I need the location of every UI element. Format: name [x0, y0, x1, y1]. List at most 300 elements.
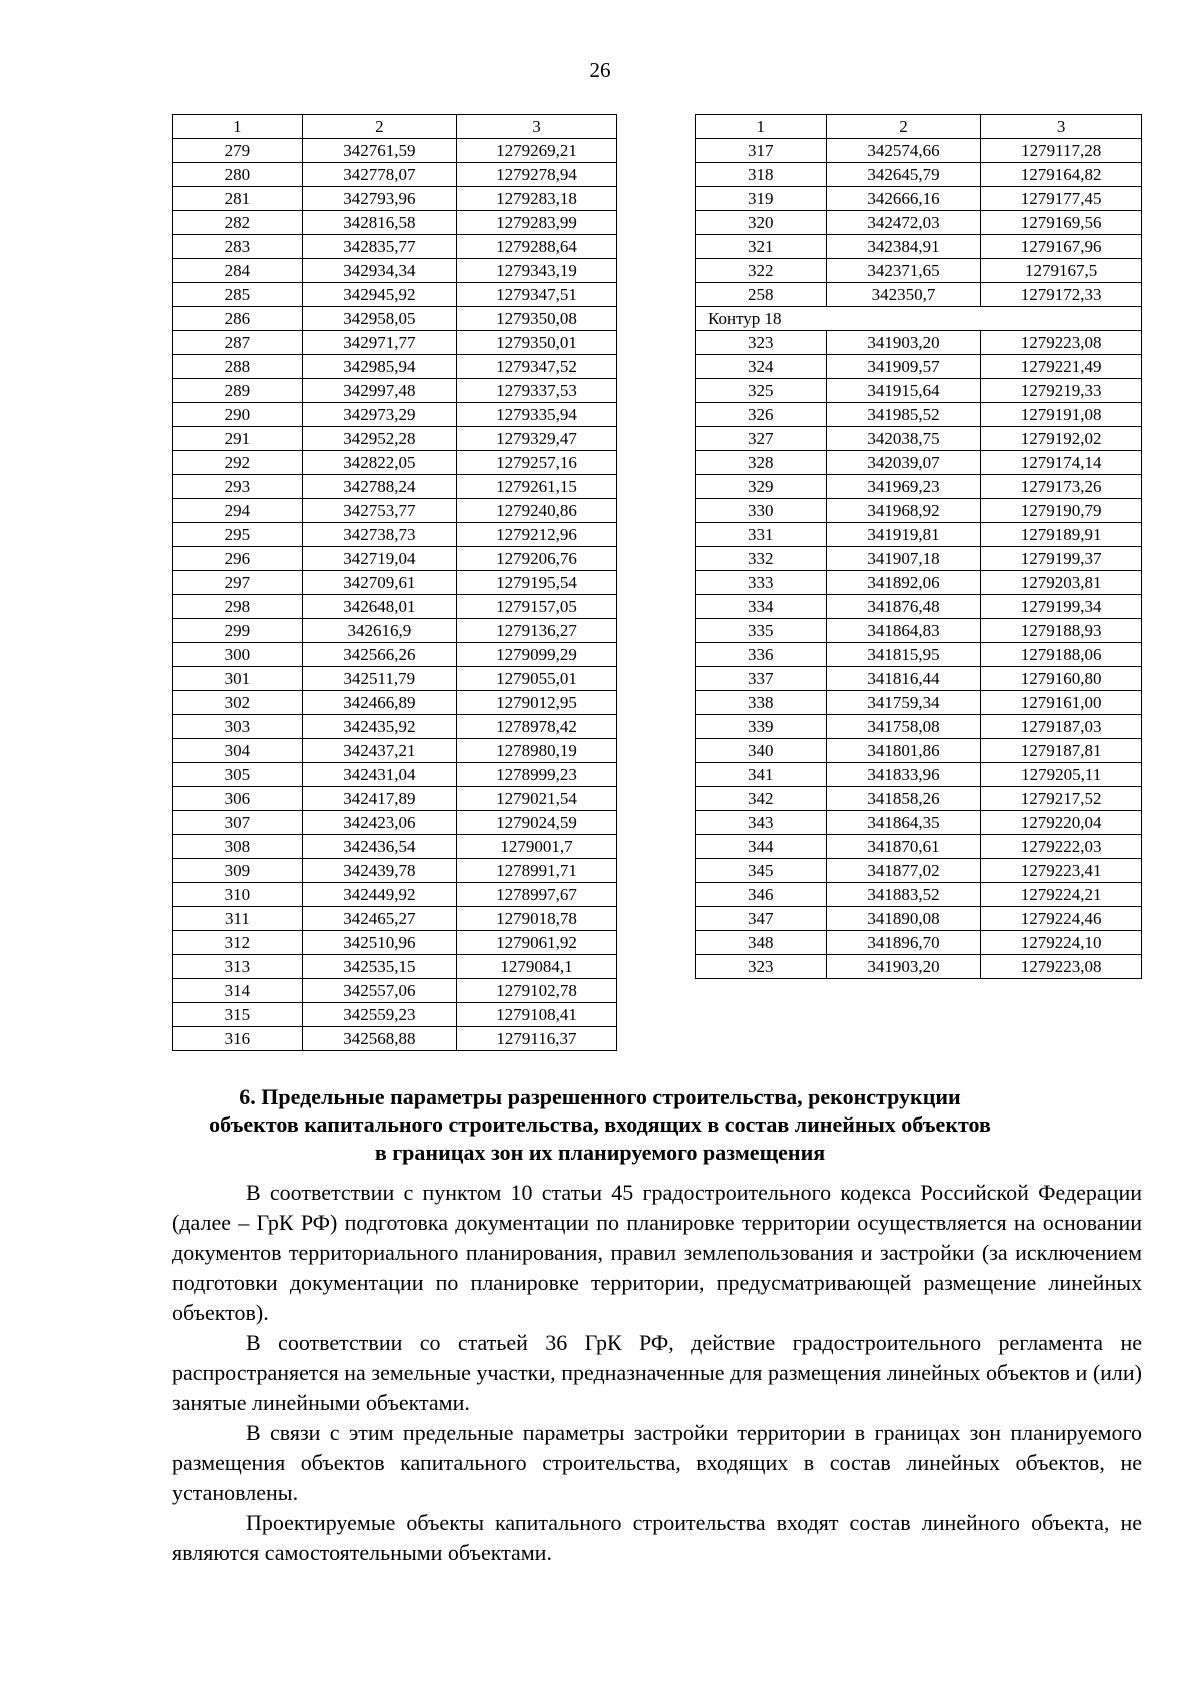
- point-number-cell: 300: [173, 643, 303, 667]
- point-number-cell: 320: [696, 211, 827, 235]
- y-coordinate-cell: 1279205,11: [981, 763, 1142, 787]
- y-coordinate-cell: 1279329,47: [456, 427, 616, 451]
- table-row: [696, 571, 1142, 595]
- point-number-cell: 296: [173, 547, 303, 571]
- point-number-cell: 348: [696, 931, 827, 955]
- x-coordinate-cell: 342973,29: [302, 403, 456, 427]
- point-number-cell: 325: [696, 379, 827, 403]
- table-header-row: [696, 115, 1142, 139]
- x-coordinate-cell: 341876,48: [826, 595, 981, 619]
- column-header: 3: [456, 115, 616, 139]
- point-number-cell: 291: [173, 427, 303, 451]
- y-coordinate-cell: 1279240,86: [456, 499, 616, 523]
- point-number-cell: 305: [173, 763, 303, 787]
- table-row: [696, 619, 1142, 643]
- x-coordinate-cell: 342038,75: [826, 427, 981, 451]
- y-coordinate-cell: 1279172,33: [981, 283, 1142, 307]
- x-coordinate-cell: 341864,35: [826, 811, 981, 835]
- point-number-cell: 294: [173, 499, 303, 523]
- point-number-cell: 319: [696, 187, 827, 211]
- x-coordinate-cell: 342439,78: [302, 859, 456, 883]
- point-number-cell: 290: [173, 403, 303, 427]
- point-number-cell: 335: [696, 619, 827, 643]
- x-coordinate-cell: 342423,06: [302, 811, 456, 835]
- table-row: [173, 715, 617, 739]
- point-number-cell: 306: [173, 787, 303, 811]
- y-coordinate-cell: 1279189,91: [981, 523, 1142, 547]
- point-number-cell: 310: [173, 883, 303, 907]
- y-coordinate-cell: 1279160,80: [981, 667, 1142, 691]
- y-coordinate-cell: 1279099,29: [456, 643, 616, 667]
- table-row: [173, 403, 617, 427]
- point-number-cell: 313: [173, 955, 303, 979]
- paragraph: В соответствии с пунктом 10 статьи 45 градостроительного кодекса Российской Федерации (далее – ГрК РФ) подготовка документации по планировке территории осуществляется на основании документов территориального планирования, правил землепользования и застройки (за исключением подготовки документации по планировке территории, предусматривающей размещение линейных объектов).: [172, 1180, 1142, 1325]
- x-coordinate-cell: 341969,23: [826, 475, 981, 499]
- table-row: [696, 907, 1142, 931]
- y-coordinate-cell: 1279269,21: [456, 139, 616, 163]
- x-coordinate-cell: 342566,26: [302, 643, 456, 667]
- table-row: [173, 1027, 617, 1051]
- table-row: [696, 235, 1142, 259]
- point-number-cell: 344: [696, 835, 827, 859]
- y-coordinate-cell: 1279199,34: [981, 595, 1142, 619]
- y-coordinate-cell: 1279223,08: [981, 331, 1142, 355]
- contour-label: Контур 18: [696, 307, 1142, 331]
- point-number-cell: 330: [696, 499, 827, 523]
- x-coordinate-cell: 342559,23: [302, 1003, 456, 1027]
- table-row: [173, 307, 617, 331]
- point-number-cell: 284: [173, 259, 303, 283]
- point-number-cell: 301: [173, 667, 303, 691]
- y-coordinate-cell: 1279212,96: [456, 523, 616, 547]
- point-number-cell: 328: [696, 451, 827, 475]
- x-coordinate-cell: 342449,92: [302, 883, 456, 907]
- point-number-cell: 321: [696, 235, 827, 259]
- table-row: [696, 643, 1142, 667]
- table-row: [173, 739, 617, 763]
- x-coordinate-cell: 342436,54: [302, 835, 456, 859]
- y-coordinate-cell: 1279055,01: [456, 667, 616, 691]
- x-coordinate-cell: 342958,05: [302, 307, 456, 331]
- x-coordinate-cell: 341833,96: [826, 763, 981, 787]
- contour-row: [696, 307, 1142, 331]
- table-row: [173, 379, 617, 403]
- table-row: [173, 667, 617, 691]
- coordinates-table-left: [172, 114, 617, 1051]
- table-row: [696, 163, 1142, 187]
- point-number-cell: 314: [173, 979, 303, 1003]
- y-coordinate-cell: 1279174,14: [981, 451, 1142, 475]
- x-coordinate-cell: 341968,92: [826, 499, 981, 523]
- x-coordinate-cell: 341864,83: [826, 619, 981, 643]
- x-coordinate-cell: 341907,18: [826, 547, 981, 571]
- y-coordinate-cell: 1278980,19: [456, 739, 616, 763]
- y-coordinate-cell: 1279199,37: [981, 547, 1142, 571]
- y-coordinate-cell: 1279220,04: [981, 811, 1142, 835]
- y-coordinate-cell: 1279206,76: [456, 547, 616, 571]
- point-number-cell: 286: [173, 307, 303, 331]
- y-coordinate-cell: 1279217,52: [981, 787, 1142, 811]
- point-number-cell: 288: [173, 355, 303, 379]
- table-row: [696, 499, 1142, 523]
- table-row: [173, 475, 617, 499]
- y-coordinate-cell: 1279167,96: [981, 235, 1142, 259]
- x-coordinate-cell: 341890,08: [826, 907, 981, 931]
- point-number-cell: 333: [696, 571, 827, 595]
- y-coordinate-cell: 1279224,21: [981, 883, 1142, 907]
- point-number-cell: 281: [173, 187, 303, 211]
- y-coordinate-cell: 1279188,06: [981, 643, 1142, 667]
- x-coordinate-cell: 342472,03: [826, 211, 981, 235]
- y-coordinate-cell: 1279283,99: [456, 211, 616, 235]
- point-number-cell: 295: [173, 523, 303, 547]
- y-coordinate-cell: 1279012,95: [456, 691, 616, 715]
- table-row: [696, 715, 1142, 739]
- table-row: [173, 907, 617, 931]
- point-number-cell: 308: [173, 835, 303, 859]
- table-row: [696, 451, 1142, 475]
- y-coordinate-cell: 1279223,08: [981, 955, 1142, 979]
- table-row: [696, 283, 1142, 307]
- x-coordinate-cell: 342793,96: [302, 187, 456, 211]
- table-row: [173, 427, 617, 451]
- x-coordinate-cell: 341816,44: [826, 667, 981, 691]
- x-coordinate-cell: 342437,21: [302, 739, 456, 763]
- point-number-cell: 331: [696, 523, 827, 547]
- table-row: [696, 739, 1142, 763]
- x-coordinate-cell: 342435,92: [302, 715, 456, 739]
- y-coordinate-cell: 1279024,59: [456, 811, 616, 835]
- y-coordinate-cell: 1279195,54: [456, 571, 616, 595]
- point-number-cell: 292: [173, 451, 303, 475]
- y-coordinate-cell: 1279187,81: [981, 739, 1142, 763]
- x-coordinate-cell: 342511,79: [302, 667, 456, 691]
- y-coordinate-cell: 1279157,05: [456, 595, 616, 619]
- section-heading-line: объектов капитального строительства, входящих в состав линейных объектов: [209, 1112, 991, 1137]
- y-coordinate-cell: 1279173,26: [981, 475, 1142, 499]
- y-coordinate-cell: 1279116,37: [456, 1027, 616, 1051]
- table-row: [173, 355, 617, 379]
- x-coordinate-cell: 342371,65: [826, 259, 981, 283]
- table-row: [696, 379, 1142, 403]
- table-row: [696, 811, 1142, 835]
- y-coordinate-cell: 1279136,27: [456, 619, 616, 643]
- x-coordinate-cell: 342535,15: [302, 955, 456, 979]
- table-row: [173, 811, 617, 835]
- x-coordinate-cell: 342952,28: [302, 427, 456, 451]
- table-row: [173, 451, 617, 475]
- table-row: [696, 355, 1142, 379]
- point-number-cell: 285: [173, 283, 303, 307]
- point-number-cell: 336: [696, 643, 827, 667]
- point-number-cell: 334: [696, 595, 827, 619]
- x-coordinate-cell: 341883,52: [826, 883, 981, 907]
- point-number-cell: 282: [173, 211, 303, 235]
- point-number-cell: 338: [696, 691, 827, 715]
- x-coordinate-cell: 341815,95: [826, 643, 981, 667]
- y-coordinate-cell: 1278997,67: [456, 883, 616, 907]
- x-coordinate-cell: 341909,57: [826, 355, 981, 379]
- section-body: [172, 1178, 1142, 1568]
- y-coordinate-cell: 1278999,23: [456, 763, 616, 787]
- point-number-cell: 304: [173, 739, 303, 763]
- table-row: [173, 979, 617, 1003]
- x-coordinate-cell: 342645,79: [826, 163, 981, 187]
- x-coordinate-cell: 342997,48: [302, 379, 456, 403]
- y-coordinate-cell: 1279221,49: [981, 355, 1142, 379]
- page-number: 26: [589, 58, 611, 82]
- point-number-cell: 258: [696, 283, 827, 307]
- y-coordinate-cell: 1279190,79: [981, 499, 1142, 523]
- x-coordinate-cell: 342761,59: [302, 139, 456, 163]
- point-number-cell: 287: [173, 331, 303, 355]
- column-header: 2: [302, 115, 456, 139]
- y-coordinate-cell: 1279224,46: [981, 907, 1142, 931]
- table-row: [173, 571, 617, 595]
- table-row: [173, 643, 617, 667]
- point-number-cell: 315: [173, 1003, 303, 1027]
- y-coordinate-cell: 1279108,41: [456, 1003, 616, 1027]
- paragraph: Проектируемые объекты капитального строительства входят состав линейного объекта, не являются самостоятельными объектами.: [172, 1510, 1142, 1565]
- y-coordinate-cell: 1279192,02: [981, 427, 1142, 451]
- point-number-cell: 339: [696, 715, 827, 739]
- point-number-cell: 323: [696, 331, 827, 355]
- table-row: [696, 883, 1142, 907]
- table-row: [696, 523, 1142, 547]
- table-row: [173, 883, 617, 907]
- x-coordinate-cell: 342738,73: [302, 523, 456, 547]
- section-heading: [160, 1083, 1040, 1167]
- table-row: [696, 691, 1142, 715]
- y-coordinate-cell: 1279001,7: [456, 835, 616, 859]
- x-coordinate-cell: 342709,61: [302, 571, 456, 595]
- table-row: [696, 763, 1142, 787]
- x-coordinate-cell: 342945,92: [302, 283, 456, 307]
- point-number-cell: 332: [696, 547, 827, 571]
- table-row: [696, 475, 1142, 499]
- y-coordinate-cell: 1279177,45: [981, 187, 1142, 211]
- table-row: [173, 931, 617, 955]
- table-row: [173, 859, 617, 883]
- table-row: [173, 763, 617, 787]
- y-coordinate-cell: 1279222,03: [981, 835, 1142, 859]
- x-coordinate-cell: 342666,16: [826, 187, 981, 211]
- column-header: 2: [826, 115, 981, 139]
- table-row: [173, 259, 617, 283]
- y-coordinate-cell: 1279219,33: [981, 379, 1142, 403]
- table-row: [696, 331, 1142, 355]
- table-row: [173, 331, 617, 355]
- y-coordinate-cell: 1279018,78: [456, 907, 616, 931]
- x-coordinate-cell: 342719,04: [302, 547, 456, 571]
- y-coordinate-cell: 1279223,41: [981, 859, 1142, 883]
- x-coordinate-cell: 341903,20: [826, 955, 981, 979]
- point-number-cell: 347: [696, 907, 827, 931]
- y-coordinate-cell: 1279335,94: [456, 403, 616, 427]
- x-coordinate-cell: 342466,89: [302, 691, 456, 715]
- x-coordinate-cell: 342816,58: [302, 211, 456, 235]
- y-coordinate-cell: 1279347,51: [456, 283, 616, 307]
- table-row: [173, 835, 617, 859]
- x-coordinate-cell: 342648,01: [302, 595, 456, 619]
- y-coordinate-cell: 1279102,78: [456, 979, 616, 1003]
- table-row: [696, 667, 1142, 691]
- x-coordinate-cell: 342039,07: [826, 451, 981, 475]
- table-row: [696, 955, 1142, 979]
- point-number-cell: 312: [173, 931, 303, 955]
- y-coordinate-cell: 1279084,1: [456, 955, 616, 979]
- y-coordinate-cell: 1279283,18: [456, 187, 616, 211]
- y-coordinate-cell: 1279343,19: [456, 259, 616, 283]
- point-number-cell: 317: [696, 139, 827, 163]
- y-coordinate-cell: 1279021,54: [456, 787, 616, 811]
- column-header: 1: [696, 115, 827, 139]
- x-coordinate-cell: 342985,94: [302, 355, 456, 379]
- x-coordinate-cell: 341896,70: [826, 931, 981, 955]
- x-coordinate-cell: 341758,08: [826, 715, 981, 739]
- y-coordinate-cell: 1279347,52: [456, 355, 616, 379]
- table-row: [696, 547, 1142, 571]
- y-coordinate-cell: 1279169,56: [981, 211, 1142, 235]
- table-row: [696, 835, 1142, 859]
- table-row: [173, 211, 617, 235]
- point-number-cell: 346: [696, 883, 827, 907]
- point-number-cell: 341: [696, 763, 827, 787]
- y-coordinate-cell: 1279061,92: [456, 931, 616, 955]
- table-row: [696, 187, 1142, 211]
- y-coordinate-cell: 1279337,53: [456, 379, 616, 403]
- x-coordinate-cell: 342971,77: [302, 331, 456, 355]
- point-number-cell: 327: [696, 427, 827, 451]
- table-row: [173, 523, 617, 547]
- x-coordinate-cell: 341759,34: [826, 691, 981, 715]
- y-coordinate-cell: 1279288,64: [456, 235, 616, 259]
- x-coordinate-cell: 342417,89: [302, 787, 456, 811]
- point-number-cell: 316: [173, 1027, 303, 1051]
- point-number-cell: 311: [173, 907, 303, 931]
- paragraph: В связи с этим предельные параметры застройки территории в границах зон планируемого размещения объектов капитального строительства, входящих в состав линейных объектов, не установлены.: [172, 1420, 1142, 1505]
- paragraph: В соответствии со статьей 36 ГрК РФ, действие градостроительного регламента не распространяется на земельные участки, предназначенные для размещения линейных объектов и (или) занятые линейными объектами.: [172, 1330, 1142, 1415]
- y-coordinate-cell: 1279278,94: [456, 163, 616, 187]
- table-row: [173, 187, 617, 211]
- table-row: [696, 931, 1142, 955]
- x-coordinate-cell: 341985,52: [826, 403, 981, 427]
- y-coordinate-cell: 1279164,82: [981, 163, 1142, 187]
- point-number-cell: 322: [696, 259, 827, 283]
- table-row: [173, 547, 617, 571]
- x-coordinate-cell: 342835,77: [302, 235, 456, 259]
- point-number-cell: 342: [696, 787, 827, 811]
- table-row: [696, 403, 1142, 427]
- x-coordinate-cell: 342574,66: [826, 139, 981, 163]
- table-row: [173, 283, 617, 307]
- y-coordinate-cell: 1279117,28: [981, 139, 1142, 163]
- point-number-cell: 318: [696, 163, 827, 187]
- x-coordinate-cell: 341877,02: [826, 859, 981, 883]
- table-row: [173, 235, 617, 259]
- x-coordinate-cell: 342510,96: [302, 931, 456, 955]
- x-coordinate-cell: 342753,77: [302, 499, 456, 523]
- y-coordinate-cell: 1279257,16: [456, 451, 616, 475]
- x-coordinate-cell: 342465,27: [302, 907, 456, 931]
- x-coordinate-cell: 342616,9: [302, 619, 456, 643]
- y-coordinate-cell: 1279350,08: [456, 307, 616, 331]
- point-number-cell: 307: [173, 811, 303, 835]
- y-coordinate-cell: 1279261,15: [456, 475, 616, 499]
- point-number-cell: 329: [696, 475, 827, 499]
- table-row: [696, 859, 1142, 883]
- point-number-cell: 337: [696, 667, 827, 691]
- table-row: [696, 427, 1142, 451]
- table-row: [173, 787, 617, 811]
- y-coordinate-cell: 1279191,08: [981, 403, 1142, 427]
- point-number-cell: 343: [696, 811, 827, 835]
- x-coordinate-cell: 341858,26: [826, 787, 981, 811]
- table-row: [173, 955, 617, 979]
- x-coordinate-cell: 342934,34: [302, 259, 456, 283]
- column-header: 1: [173, 115, 303, 139]
- table-row: [173, 163, 617, 187]
- point-number-cell: 283: [173, 235, 303, 259]
- y-coordinate-cell: 1279188,93: [981, 619, 1142, 643]
- point-number-cell: 299: [173, 619, 303, 643]
- x-coordinate-cell: 341892,06: [826, 571, 981, 595]
- table-row: [173, 619, 617, 643]
- y-coordinate-cell: 1279167,5: [981, 259, 1142, 283]
- table-row: [173, 499, 617, 523]
- point-number-cell: 340: [696, 739, 827, 763]
- y-coordinate-cell: 1279161,00: [981, 691, 1142, 715]
- x-coordinate-cell: 342557,06: [302, 979, 456, 1003]
- y-coordinate-cell: 1279187,03: [981, 715, 1142, 739]
- y-coordinate-cell: 1279224,10: [981, 931, 1142, 955]
- point-number-cell: 324: [696, 355, 827, 379]
- point-number-cell: 326: [696, 403, 827, 427]
- x-coordinate-cell: 341801,86: [826, 739, 981, 763]
- column-header: 3: [981, 115, 1142, 139]
- x-coordinate-cell: 342788,24: [302, 475, 456, 499]
- x-coordinate-cell: 341915,64: [826, 379, 981, 403]
- table-row: [173, 1003, 617, 1027]
- point-number-cell: 303: [173, 715, 303, 739]
- coordinates-table-right: [695, 114, 1142, 979]
- x-coordinate-cell: 342568,88: [302, 1027, 456, 1051]
- table-row: [696, 211, 1142, 235]
- point-number-cell: 293: [173, 475, 303, 499]
- x-coordinate-cell: 342778,07: [302, 163, 456, 187]
- x-coordinate-cell: 341870,61: [826, 835, 981, 859]
- point-number-cell: 298: [173, 595, 303, 619]
- point-number-cell: 297: [173, 571, 303, 595]
- y-coordinate-cell: 1278978,42: [456, 715, 616, 739]
- x-coordinate-cell: 341919,81: [826, 523, 981, 547]
- y-coordinate-cell: 1279203,81: [981, 571, 1142, 595]
- point-number-cell: 280: [173, 163, 303, 187]
- point-number-cell: 279: [173, 139, 303, 163]
- y-coordinate-cell: 1279350,01: [456, 331, 616, 355]
- point-number-cell: 345: [696, 859, 827, 883]
- point-number-cell: 323: [696, 955, 827, 979]
- x-coordinate-cell: 342384,91: [826, 235, 981, 259]
- y-coordinate-cell: 1278991,71: [456, 859, 616, 883]
- x-coordinate-cell: 342350,7: [826, 283, 981, 307]
- x-coordinate-cell: 342431,04: [302, 763, 456, 787]
- x-coordinate-cell: 342822,05: [302, 451, 456, 475]
- point-number-cell: 302: [173, 691, 303, 715]
- table-row: [696, 139, 1142, 163]
- table-row: [696, 259, 1142, 283]
- table-row: [173, 595, 617, 619]
